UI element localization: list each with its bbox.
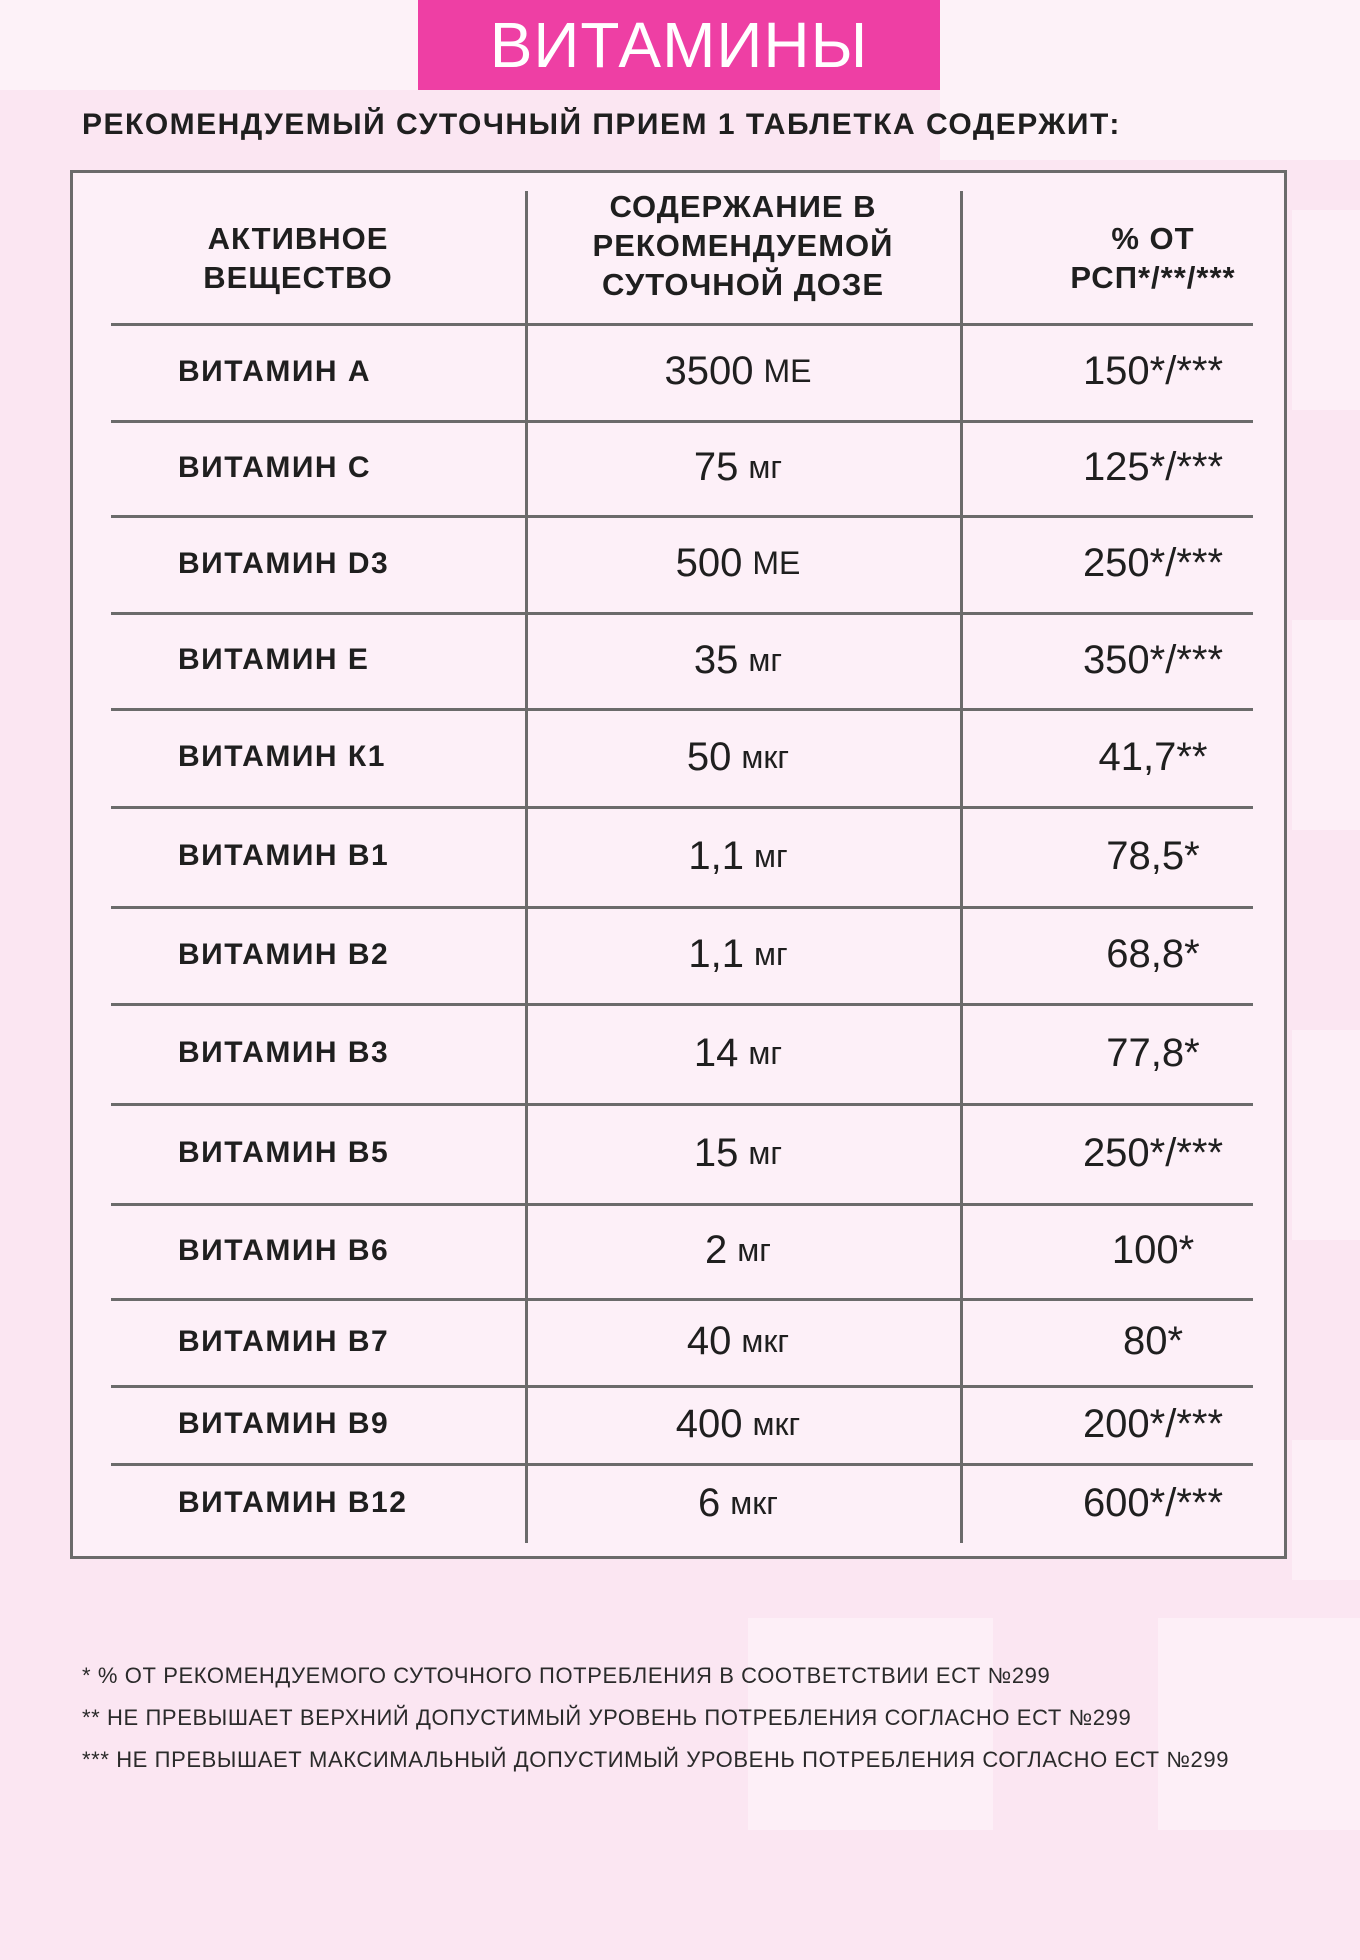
vitamin-name: ВИТАМИН А (178, 354, 372, 388)
amount-unit: мг (753, 837, 788, 874)
amount-value: 2 (705, 1228, 728, 1272)
vitamin-amount (528, 1385, 948, 1463)
vitamin-name: ВИТАМИН В7 (178, 1324, 390, 1358)
amount-value: 6 (698, 1480, 721, 1525)
amount-unit: мг (753, 936, 788, 972)
amount-unit: мкг (752, 1405, 801, 1442)
amount-value: 35 (693, 637, 739, 682)
vitamin-amount (528, 515, 948, 612)
footnote: ** НЕ ПРЕВЫШАЕТ ВЕРХНИЙ ДОПУСТИМЫЙ УРОВЕНЬ ПОТРЕБЛЕНИЯ СОГЛАСНО ЕСТ №299 (82, 1705, 1132, 1730)
vitamin-name: ВИТАМИН D3 (178, 546, 390, 580)
vitamin-percent: 41,7** (1098, 734, 1208, 779)
vitamin-percent: 100* (1111, 1228, 1195, 1272)
vitamin-amount (528, 323, 948, 420)
vitamin-amount (528, 1003, 948, 1103)
footnote: *** НЕ ПРЕВЫШАЕТ МАКСИМАЛЬНЫЙ ДОПУСТИМЫЙ УРОВЕНЬ ПОТРЕБЛЕНИЯ СОГЛАСНО ЕСТ №299 (82, 1747, 1230, 1772)
amount-unit: мг (748, 1134, 783, 1171)
header-substance-line: АКТИВНОЕ (207, 221, 389, 256)
vitamin-percent: 200*/*** (1082, 1401, 1224, 1446)
amount-value: 14 (693, 1030, 739, 1075)
vitamin-amount (528, 612, 948, 708)
vitamin-amount (528, 1463, 948, 1543)
amount-value: 75 (693, 445, 739, 489)
vitamin-percent: 125*/*** (1082, 445, 1224, 489)
vitamin-percent: 68,8* (1106, 932, 1200, 976)
vitamin-percent: 600*/*** (1082, 1480, 1224, 1525)
header-percent (968, 203, 1338, 313)
vitamin-percent: 77,8* (1106, 1030, 1200, 1075)
vitamin-amount (528, 1103, 948, 1203)
vitamin-percent: 150*/*** (1082, 349, 1224, 393)
amount-value: 1,1 (688, 833, 744, 878)
vitamin-name: ВИТАМИН В5 (178, 1136, 390, 1169)
background-square (0, 0, 418, 90)
amount-unit: мг (737, 1232, 771, 1268)
amount-value: 1,1 (688, 932, 744, 976)
header-percent-line: РСП*/**/*** (1070, 260, 1236, 295)
amount-unit: МЕ (752, 545, 801, 581)
amount-value: 50 (686, 734, 732, 779)
vitamin-name: ВИТАМИН В12 (178, 1486, 408, 1519)
vitamin-name: ВИТАМИН С (178, 450, 372, 484)
header-substance (118, 203, 478, 313)
vitamin-amount (528, 1203, 948, 1298)
amount-value: 3500 (664, 349, 754, 393)
vitamin-name: ВИТАМИН В6 (178, 1233, 390, 1267)
vitamin-name: ВИТАМИН Е (178, 643, 370, 676)
header-substance-line: ВЕЩЕСТВО (203, 260, 393, 295)
vitamin-amount (528, 420, 948, 515)
vitamin-percent: 250*/*** (1082, 1130, 1224, 1175)
vitamin-name: ВИТАМИН В1 (178, 839, 390, 872)
subtitle: РЕКОМЕНДУЕМЫЙ СУТОЧНЫЙ ПРИЕМ 1 ТАБЛЕТКА СОДЕРЖИТ: (82, 108, 1121, 141)
vitamin-percent: 80* (1122, 1319, 1184, 1363)
amount-value: 40 (686, 1319, 732, 1363)
vitamin-name: ВИТАМИН К1 (178, 740, 386, 773)
header-amount-line: РЕКОМЕНДУЕМОЙ (592, 228, 894, 263)
header-amount-line: СОДЕРЖАНИЕ В (609, 189, 877, 224)
footnote: * % ОТ РЕКОМЕНДУЕМОГО СУТОЧНОГО ПОТРЕБЛЕНИЯ В СООТВЕТСТВИИ ЕСТ №299 (82, 1663, 1051, 1688)
vitamin-amount (528, 708, 948, 806)
amount-value: 400 (675, 1401, 743, 1446)
amount-value: 500 (675, 541, 743, 585)
vitamin-name: ВИТАМИН В2 (178, 937, 390, 971)
amount-unit: мкг (741, 738, 790, 775)
page-title: ВИТАМИНЫ (418, 0, 940, 90)
background-square (1158, 1618, 1360, 1830)
vitamin-amount (528, 1298, 948, 1385)
header-percent-line: % ОТ (1111, 221, 1195, 256)
vitamin-amount (528, 906, 948, 1003)
vitamin-percent: 250*/*** (1082, 541, 1224, 585)
amount-unit: мг (748, 449, 783, 485)
header-amount (533, 183, 953, 308)
vitamin-percent: 78,5* (1106, 833, 1200, 878)
vitamin-percent: 350*/*** (1082, 637, 1224, 682)
amount-value: 15 (693, 1130, 739, 1175)
vitamin-name: ВИТАМИН В3 (178, 1036, 390, 1069)
amount-unit: МЕ (763, 353, 812, 389)
amount-unit: мкг (741, 1323, 790, 1359)
header-amount-line: СУТОЧНОЙ ДОЗЕ (601, 267, 884, 302)
amount-unit: мкг (730, 1484, 778, 1521)
amount-unit: мг (748, 1034, 783, 1071)
vitamin-amount (528, 806, 948, 906)
vitamin-name: ВИТАМИН В9 (178, 1407, 390, 1440)
composition-table (70, 170, 1287, 1559)
amount-unit: мг (748, 641, 783, 678)
